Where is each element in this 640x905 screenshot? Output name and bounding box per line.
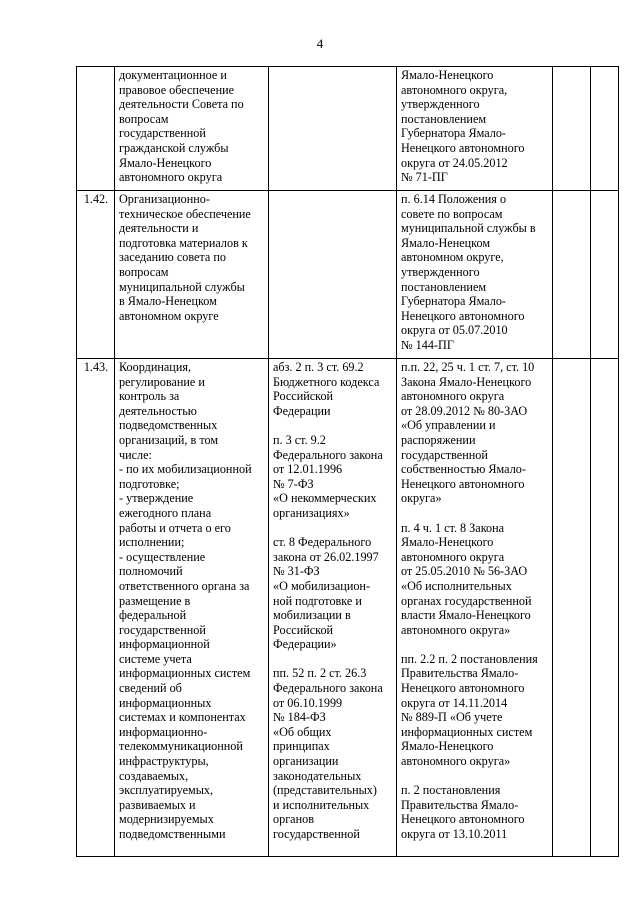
activity-text: Организационно- техническое обеспечение деятельности и подготовка материалов к заседанию совета по вопросам муниципальной службы в Ямало-Ненецком автономном округе [119,192,251,323]
empty-cell [553,67,591,191]
regional-basis-text: п. 2 постановления Правительства Ямало- Ненецкого автономного округа от 13.10.2011 [401,783,525,841]
federal-basis-text: ст. 8 Федерального закона от 26.02.1997 № 31-ФЗ «О мобилизацион- ной подготовке и мобилизации в Российской Федерации» [273,535,379,652]
federal-basis-text: абз. 2 п. 3 ст. 69.2 Бюджетного кодекса Российской Федерации [273,360,380,418]
federal-basis-cell [269,67,397,191]
activity-text: Координация, регулирование и контроль за деятельностью подведомственных организаций, в том числе: - по их мобилизационной подготовке; - утверждение ежегодного плана работы и отчета о его исполнении; - осуществление полномочий ответственного органа за размещение в федеральной государственной информационной системе учета информационных систем сведений об информационных системах и компонентах информационно- телекоммуникационной инфраструктуры, создаваемых, эксплуатируемых, развиваемых и модернизируемых подведомственными [119,360,252,841]
regional-basis-text: Ямало-Ненецкого автономного округа, утвержденного постановлением Губернатора Ямало- Ненецкого автономного округа от 24.05.2012 № 71-ПГ [401,68,525,185]
row-number [77,67,115,191]
empty-cell [553,191,591,359]
row-number: 1.42. [77,191,115,359]
regional-basis-text: п. 6.14 Положения о совете по вопросам муниципальной службы в Ямало-Ненецком автономном округе, утвержденного постановлением Губернатора Ямало- Ненецкого автономного округа от 05.07.2010 № 144-ПГ [401,192,536,352]
empty-cell [553,359,591,857]
federal-basis-cell [269,191,397,359]
regional-basis-cell [397,67,553,191]
activity-cell [115,359,269,857]
regional-basis-cell [397,191,553,359]
empty-cell [591,191,619,359]
federal-basis-text: пп. 52 п. 2 ст. 26.3 Федерального закона от 06.10.1999 № 184-ФЗ «Об общих принципах организации законодательных (представительных) и исполнительных органов государственной [273,666,383,841]
table-row [77,359,619,857]
table-row [77,67,619,191]
regional-basis-text: п. 4 ч. 1 ст. 8 Закона Ямало-Ненецкого автономного округа от 25.05.2010 № 56-ЗАО «Об исполнительных органах государственной власти Ямало-Ненецкого автономного округа» [401,520,532,637]
empty-cell [591,359,619,857]
activity-text: документационное и правовое обеспечение деятельности Совета по вопросам государственной гражданской службы Ямало-Ненецкого автономного округа [119,68,244,185]
functions-table [76,66,619,857]
table-row [77,191,619,359]
empty-cell [591,67,619,191]
federal-basis-cell [269,359,397,857]
row-number: 1.43. [77,359,115,857]
activity-cell [115,67,269,191]
federal-basis-text: п. 3 ст. 9.2 Федерального закона от 12.01.1996 № 7-ФЗ «О некоммерческих организациях» [273,432,383,520]
activity-cell [115,191,269,359]
page-number: 4 [316,36,324,51]
regional-basis-text: пп. 2.2 п. 2 постановления Правительства Ямало- Ненецкого автономного округа от 14.11.2014 № 889-П «Об учете информационных систем Ямало-Ненецкого автономного округа» [401,651,538,769]
regional-basis-cell [397,359,553,857]
regional-basis-text: п.п. 22, 25 ч. 1 ст. 7, ст. 10 Закона Ямало-Ненецкого автономного округа от 28.09.2012 № 80-ЗАО «Об управлении и распоряжении государственной собственностью Ямало- Ненецкого автономного округа» [401,360,535,506]
